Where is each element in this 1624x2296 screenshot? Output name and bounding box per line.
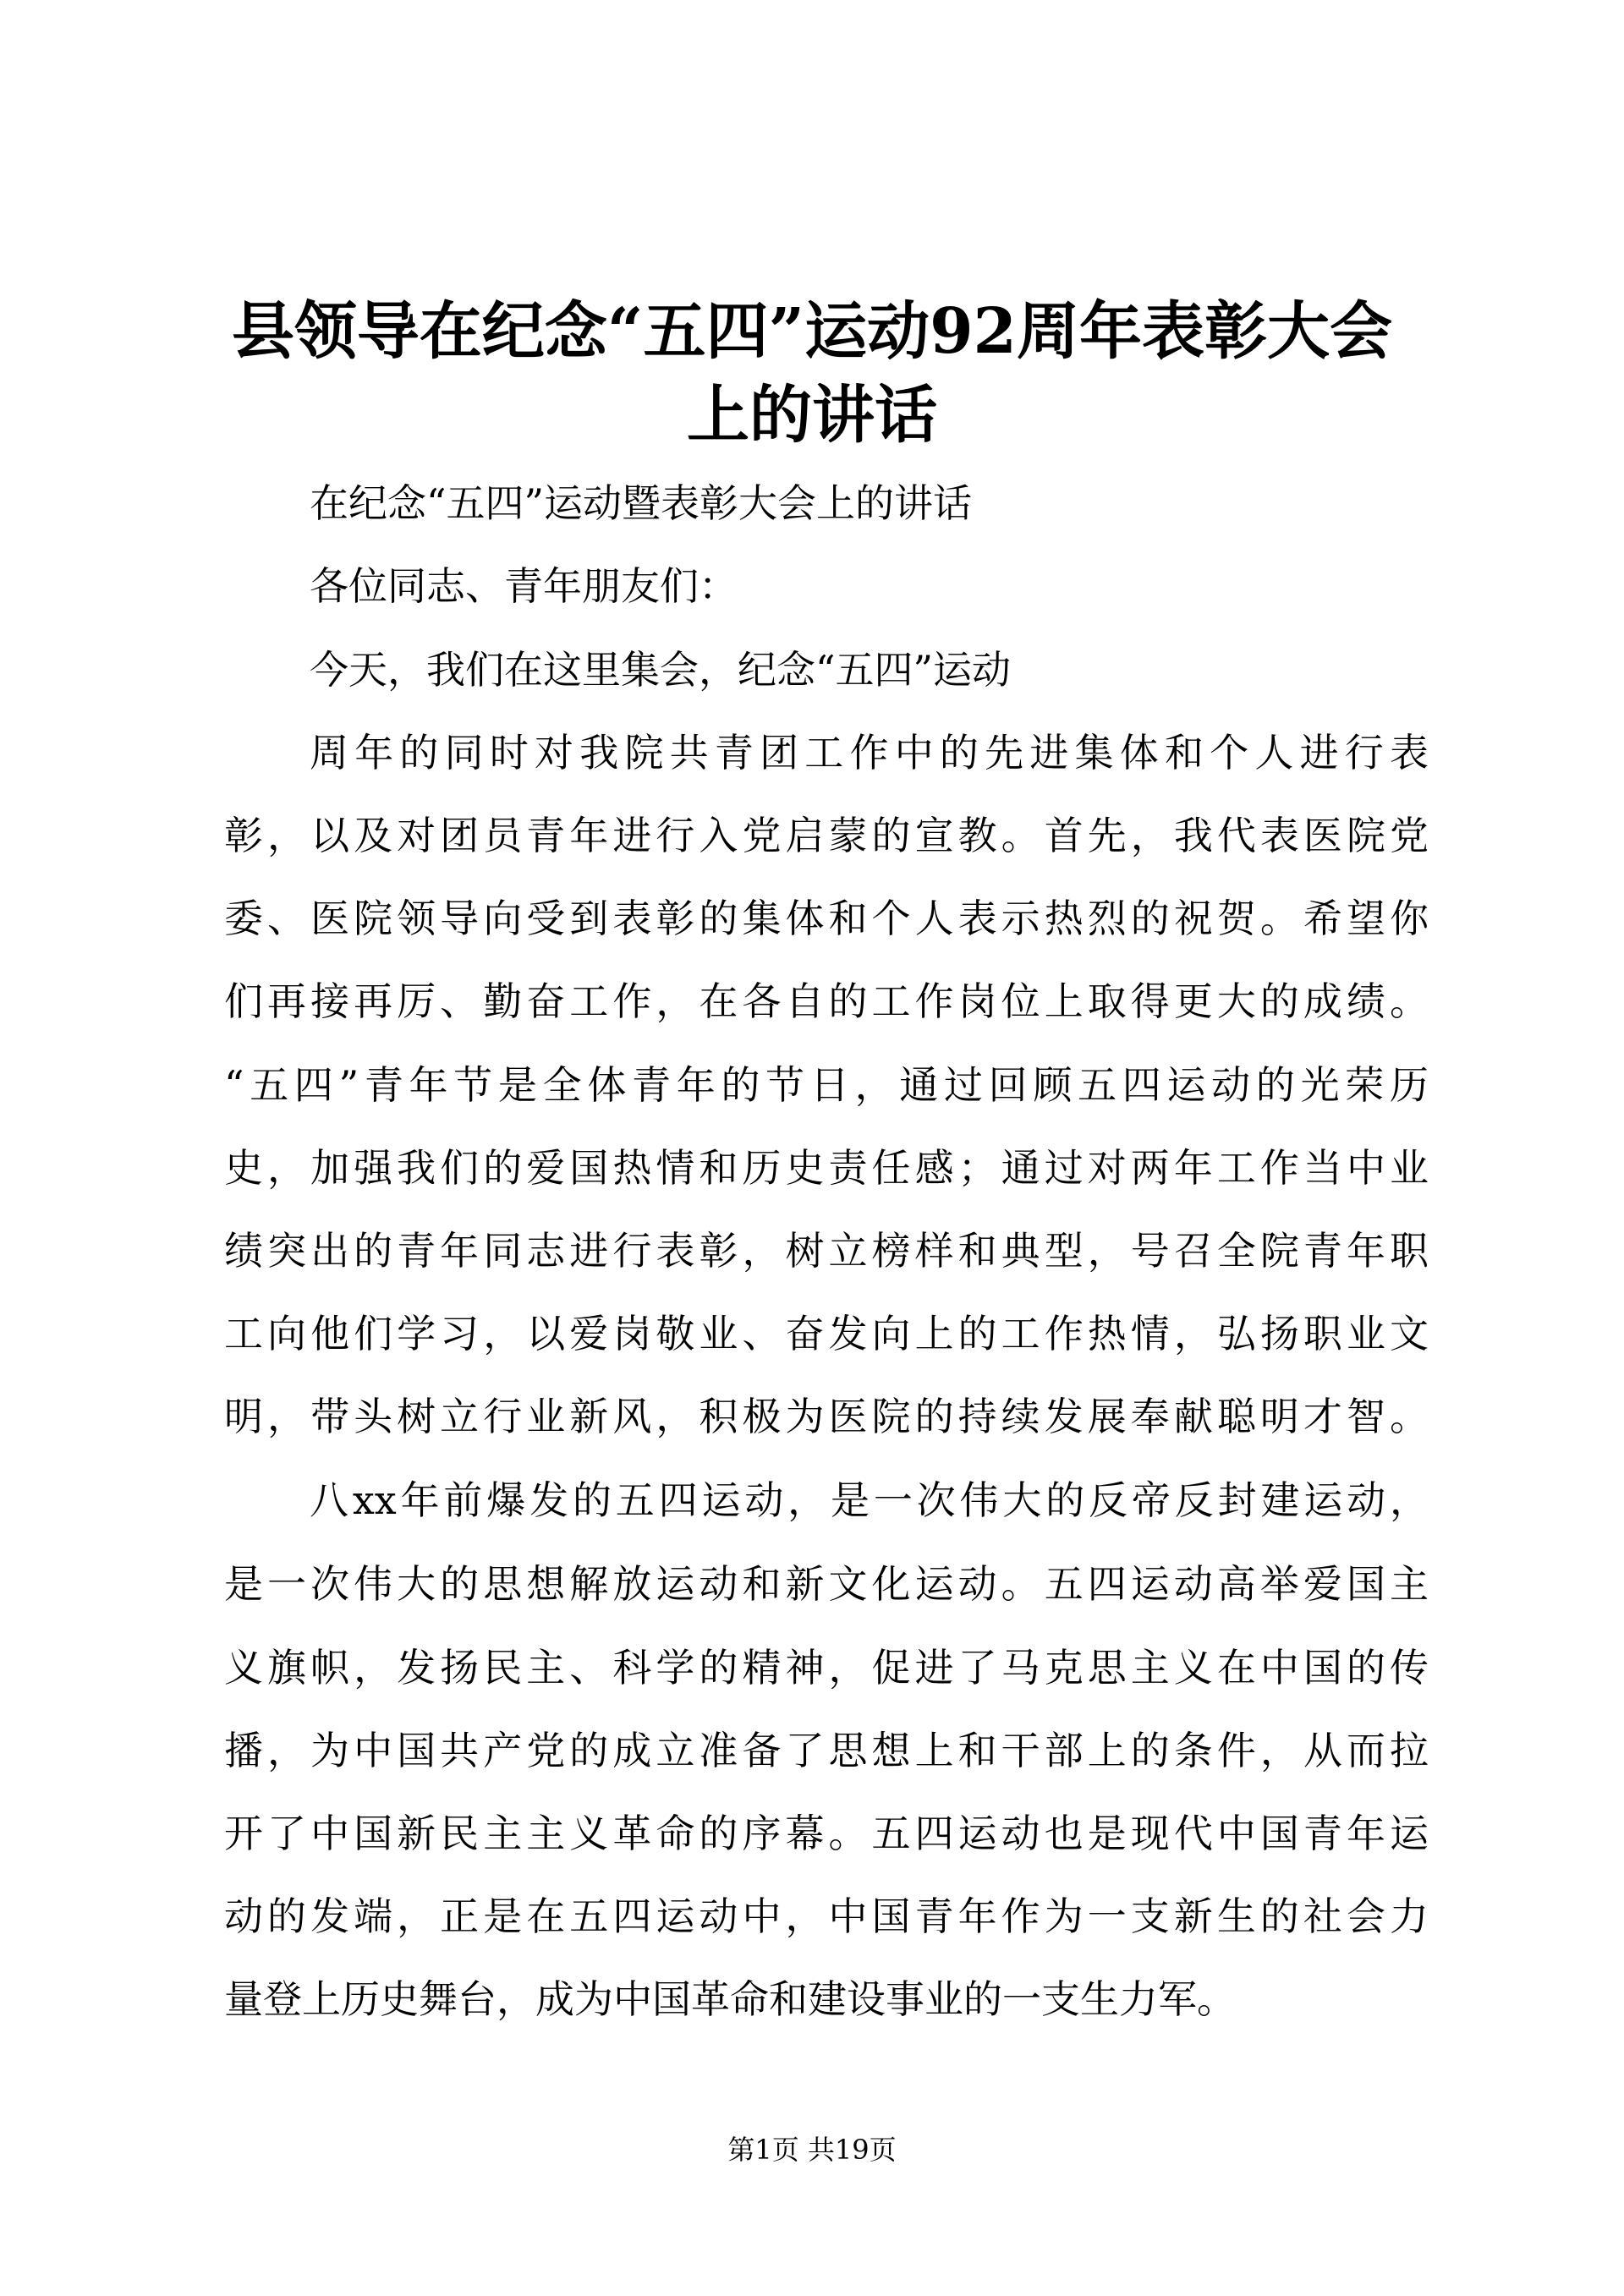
paragraph-line: 动的发端，正是在五四运动中，中国青年作为一支新生的社会力	[224, 1893, 1429, 1939]
greeting: 各位同志、青年朋友们：	[310, 563, 738, 609]
intro-line: 今天，我们在这里集会，纪念“五四”运动	[310, 647, 1012, 693]
paragraph-line: 开了中国新民主主义革命的序幕。五四运动也是现代中国青年运	[224, 1811, 1429, 1856]
paragraph-line: 八xx年前爆发的五四运动，是一次伟大的反帝反封建运动，	[310, 1477, 1429, 1523]
paragraph-line: 委、医院领导向受到表彰的集体和个人表示热烈的祝贺。希望你	[224, 896, 1429, 941]
document-title-line-1: 县领导在纪念“五四”运动92周年表彰大会	[231, 295, 1393, 368]
paragraph-line: 量登上历史舞台，成为中国革命和建设事业的一支生力军。	[224, 1976, 1236, 2022]
paragraph-line: 是一次伟大的思想解放运动和新文化运动。五四运动高举爱国主	[224, 1561, 1429, 1607]
paragraph-line: 明，带头树立行业新风，积极为医院的持续发展奉献聪明才智。	[224, 1394, 1429, 1439]
subtitle: 在纪念“五四”运动暨表彰大会上的讲话	[310, 480, 973, 526]
paragraph-line: 们再接再厉、勤奋工作，在各自的工作岗位上取得更大的成绩。	[224, 978, 1429, 1024]
paragraph-line: “五四”青年节是全体青年的节日，通过回顾五四运动的光荣历	[224, 1062, 1429, 1108]
paragraph-line: 彰，以及对团员青年进行入党启蒙的宣教。首先，我代表医院党	[224, 813, 1429, 858]
page-number-footer: 第1页 共19页	[727, 2134, 897, 2166]
paragraph-line: 工向他们学习，以爱岗敬业、奋发向上的工作热情，弘扬职业文	[224, 1311, 1429, 1356]
paragraph-line: 播，为中国共产党的成立准备了思想上和干部上的条件，从而拉	[224, 1728, 1429, 1773]
paragraph-line: 义旗帜，发扬民主、科学的精神，促进了马克思主义在中国的传	[224, 1645, 1429, 1690]
paragraph-line: 周年的同时对我院共青团工作中的先进集体和个人进行表	[310, 730, 1429, 775]
paragraph-line: 史，加强我们的爱国热情和历史责任感；通过对两年工作当中业	[224, 1145, 1429, 1191]
paragraph-line: 绩突出的青年同志进行表彰，树立榜样和典型，号召全院青年职	[224, 1228, 1429, 1274]
document-title-line-2: 上的讲话	[687, 379, 937, 452]
